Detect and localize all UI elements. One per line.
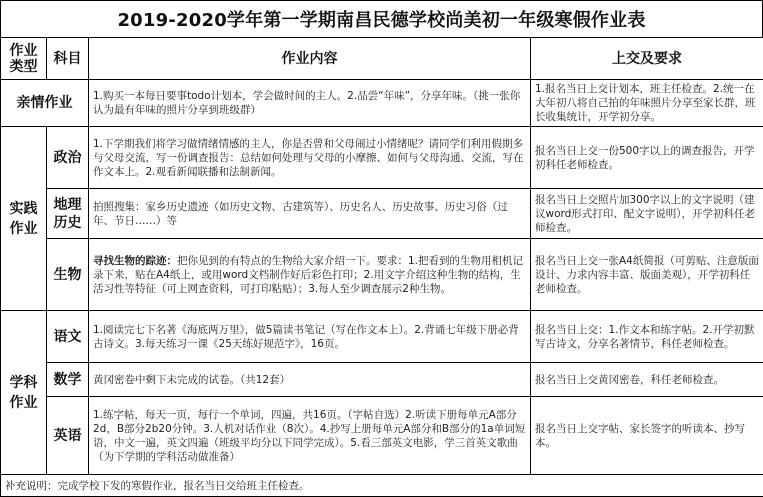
math-requirement: 报名当日上交黄冈密卷，科任老师检查。 [531,363,763,397]
table-row-politics [1,127,763,189]
table-row-math [1,363,763,397]
math-subject: 数学 [47,363,89,397]
politics-content: 1.下学期我们将学习做情绪情感的主人，你是否曾和父母闹过小情绪呢？请同学们利用假期多与父母交流，写一份调查报告：总结如何处理与父母的小摩擦、如何与父母沟通、交流，写在作文本上。2.观看新闻联播和法制新闻。 [89,127,531,189]
biology-content-cell [89,239,531,311]
practice-type: 实践作业 [1,127,47,311]
table-row-chinese [1,311,763,363]
geohist-subject: 地理历史 [47,189,89,239]
header-subject: 科目 [47,38,89,80]
chinese-requirement: 报名当日上交：1.作文本和练字帖。2.开学初默写古诗文，分享名著情节，科任老师检查。 [531,311,763,363]
biology-content: 把你见到的有特点的生物给大家介绍一下。要求：1.把看到的生物用相机记录下来，贴在A4纸上，或用word文档制作好后彩色打印；2.用文字介绍这种生物的结构，生活习性等特征（可上网查资料，可打印粘贴）；3.每人至少调查展示2种生物。 [93,255,523,295]
table-row-english [1,397,763,475]
geohist-requirement: 报名当日上交照片加300字以上的文字说明（建议word形式打印、配文字说明），开学初科任老师检查。 [531,189,763,239]
politics-subject: 政治 [47,127,89,189]
math-content: 黄冈密卷中剩下未完成的试卷。（共12套） [89,363,531,397]
table-row-family [1,80,763,127]
english-requirement: 报名当日上交字帖、家长签字的听读本、抄写本。 [531,397,763,475]
table-row-biology [1,239,763,311]
supplementary-note: 补充说明：完成学校下发的寒假作业，报名当日交给班主任检查。 [1,475,763,497]
chinese-content: 1.阅读完七下名著《海底两万里》，做5篇读书笔记（写在作文本上）。2.背诵七年级下册必背古诗文。3.每天练习一课《25天练好规范字》，16页。 [89,311,531,363]
chinese-subject: 语文 [47,311,89,363]
family-requirement: 1.报名当日上交计划本，班主任检查。2.统一在大年初八将自己拍的年味照片分享至家长群，班长收集统计，开学初分享。 [531,80,763,127]
family-type: 亲情作业 [1,80,89,127]
homework-table [0,37,763,497]
table-row-note [1,475,763,497]
page-title: 2019-2020学年第一学期南昌民德学校尚美初一年级寒假作业表 [0,0,763,38]
biology-subject: 生物 [47,239,89,311]
family-content: 1.购买一本每日要事todo计划本，学会做时间的主人。2.品尝“年味”，分享年味。（挑一张你认为最有年味的照片分享到班级群） [89,80,531,127]
header-type: 作业类型 [1,38,47,80]
header-content: 作业内容 [89,38,531,80]
table-row-geohist [1,189,763,239]
english-content: 1.练字帖，每天一页，每行一个单词，四遍，共16页。（字帖自选）2.听读下册每单元A部分2d，B部分2b20分钟。3.人机对话作业（8次）。4.抄写上册每单元A部分和B部分的1a单词短语，中文一遍，英文四遍（班级平均分以下同学完成）。5.看三部英文电影，学三首英文歌曲（为下学期的学科活动做准备） [89,397,531,475]
header-row [1,38,763,80]
english-subject: 英语 [47,397,89,475]
biology-content-lead: 寻找生物的踪迹： [93,255,177,267]
politics-requirement: 报名当日上交一份500字以上的调查报告，开学初科任老师检查。 [531,127,763,189]
header-requirement: 上交及要求 [531,38,763,80]
subject-type: 学科作业 [1,311,47,475]
geohist-content: 拍照搜集：家乡历史遗迹（如历史文物、古建筑等）、历史名人、历史故事、历史习俗（过年、节日……）等 [89,189,531,239]
biology-requirement: 报名当日上交一张A4纸简报（可剪贴、注意版面设计、力求内容丰富、版面美观），开学初科任老师检查。 [531,239,763,311]
